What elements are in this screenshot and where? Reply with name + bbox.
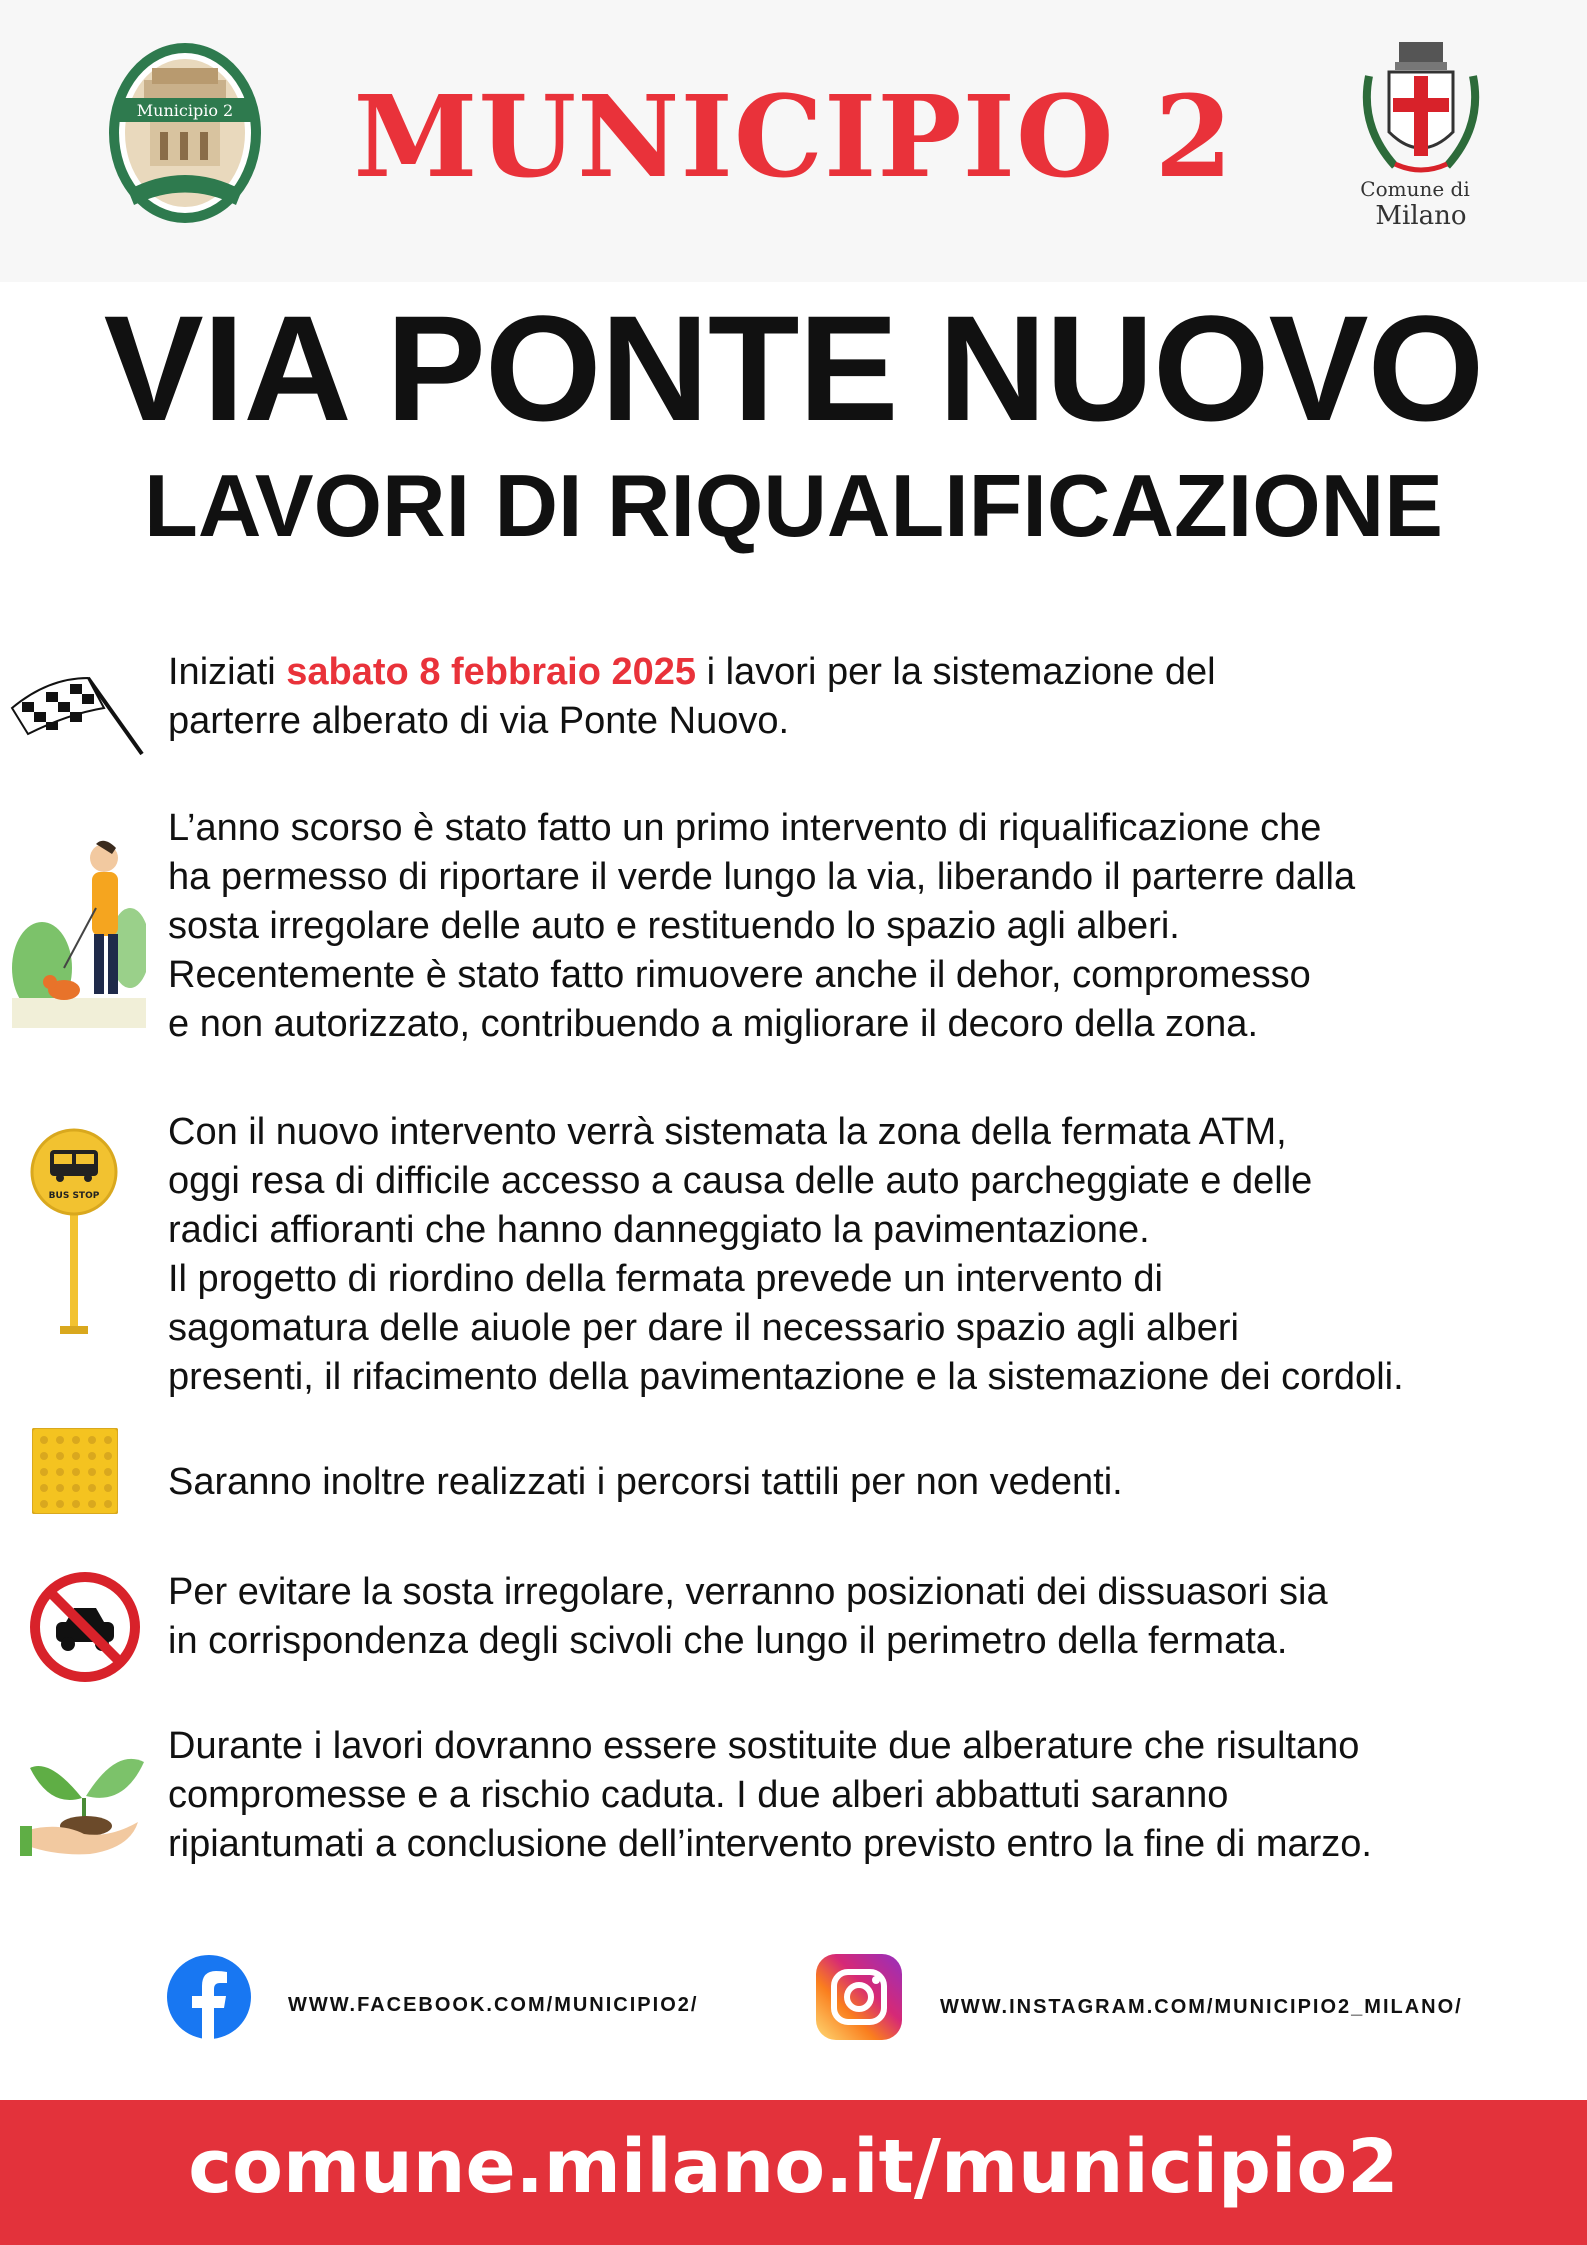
footer-url[interactable]: comune.milano.it/municipio2 — [188, 2124, 1399, 2210]
facebook-link[interactable]: WWW.FACEBOOK.COM/MUNICIPIO2/ — [288, 1994, 699, 2016]
logo-right-line2: Milano — [1375, 201, 1467, 231]
person-walking-dog-icon — [12, 838, 146, 1028]
p3-line: radici affioranti che hanno danneggiato la pavimentazione. — [168, 1209, 1150, 1251]
facebook-icon[interactable] — [166, 1954, 252, 2040]
paragraph-bollards — [168, 1568, 1568, 1666]
paragraph-previous-work — [168, 804, 1568, 1049]
p6-line: Durante i lavori dovranno essere sostituite due alberature che risultano — [168, 1725, 1360, 1767]
paragraph-trees — [168, 1722, 1568, 1869]
p3-line: presenti, il rifacimento della pavimentazione e la sistemazione dei cordoli. — [168, 1356, 1404, 1398]
checkered-flag-icon — [8, 668, 144, 758]
p1-after: i lavori per la sistemazione del — [696, 651, 1216, 693]
p2-line: L’anno scorso è stato fatto un primo intervento di riqualificazione che — [168, 807, 1322, 849]
logo-right-line1: Comune di — [1360, 177, 1470, 201]
p3-line: Il progetto di riordino della fermata prevede un intervento di — [168, 1258, 1163, 1300]
paragraph-tactile-paths — [168, 1458, 1568, 1507]
p3-line: sagomatura delle aiuole per dare il necessario spazio agli alberi — [168, 1307, 1239, 1349]
p4-line: Saranno inoltre realizzati i percorsi tattili per non vedenti. — [168, 1461, 1123, 1503]
bus-stop-label: BUS STOP — [48, 1191, 100, 1201]
p6-line: ripiantumati a conclusione dell’intervento previsto entro la fine di marzo. — [168, 1823, 1372, 1865]
brand-title: MUNICIPIO 2 — [353, 72, 1234, 203]
logo-left-text: Municipio 2 — [136, 101, 234, 120]
page-title: VIA PONTE NUOVO — [103, 284, 1484, 452]
p5-line: in corrispondenza degli scivoli che lungo il perimetro della fermata. — [168, 1620, 1288, 1662]
p3-line: Con il nuovo intervento verrà sistemata la zona della fermata ATM, — [168, 1111, 1287, 1153]
instagram-icon[interactable] — [816, 1954, 902, 2040]
bus-stop-sign-icon — [30, 1128, 120, 1338]
p5-line: Per evitare la sosta irregolare, verranno posizionati dei dissuasori sia — [168, 1571, 1328, 1613]
p2-line: e non autorizzato, contribuendo a migliorare il decoro della zona. — [168, 1003, 1258, 1045]
paragraph-bus-stop — [168, 1108, 1568, 1402]
p1-before: Iniziati — [168, 651, 287, 693]
start-date-highlight: sabato 8 febbraio 2025 — [286, 651, 697, 693]
page-subtitle: LAVORI DI RIQUALIFICAZIONE — [144, 456, 1443, 555]
p6-line: compromesse e a rischio caduta. I due alberi abbattuti saranno — [168, 1774, 1229, 1816]
tactile-paving-icon — [32, 1428, 118, 1514]
comune-milano-logo — [1355, 36, 1487, 232]
p2-line: ha permesso di riportare il verde lungo la via, liberando il parterre dalla — [168, 856, 1356, 898]
p1-line2: parterre alberato di via Ponte Nuovo. — [168, 700, 790, 742]
hand-holding-plant-icon — [20, 1738, 148, 1860]
instagram-link[interactable]: WWW.INSTAGRAM.COM/MUNICIPIO2_MILANO/ — [940, 1996, 1463, 2018]
paragraph-start-date — [168, 648, 1568, 746]
p2-line: Recentemente è stato fatto rimuovere anche il dehor, compromesso — [168, 954, 1311, 996]
p3-line: oggi resa di difficile accesso a causa delle auto parcheggiate e delle — [168, 1160, 1313, 1202]
p2-line: sosta irregolare delle auto e restituendo lo spazio agli alberi. — [168, 905, 1180, 947]
no-parking-car-icon — [30, 1572, 140, 1682]
